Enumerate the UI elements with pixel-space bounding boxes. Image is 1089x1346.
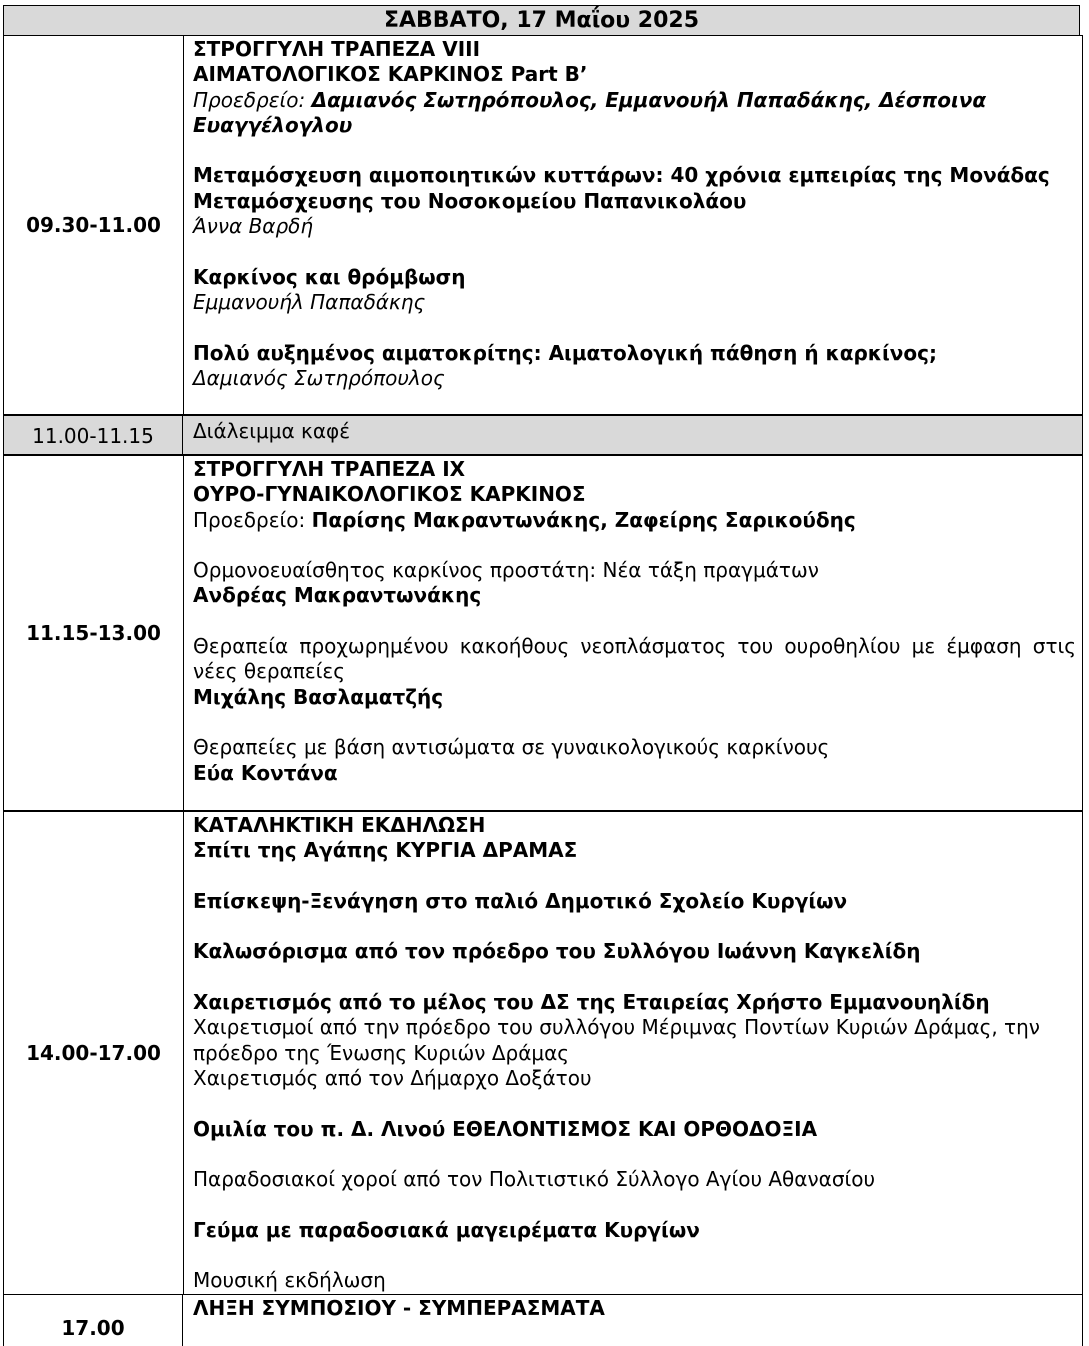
session-time: 11.00-11.15 — [4, 416, 183, 454]
closing-row — [3, 1294, 1083, 1346]
session-title: ΚΑΤΑΛΗΚΤΙΚΗ ΕΚΔΗΛΩΣΗ — [193, 813, 486, 837]
talk-title: Θεραπείες με βάση αντισώματα σε γυναικολογικούς καρκίνους — [193, 735, 830, 760]
event-item: Επίσκεψη-Ξενάγηση στο παλιό Δημοτικό Σχολείο Κυργίων — [193, 888, 848, 913]
event-item: Ομιλία του π. Δ. Λινού ΕΘΕΛΟΝΤΙΣΜΟΣ ΚΑΙ ΟΡΘΟΔΟΞΙΑ — [193, 1116, 818, 1141]
session-content — [193, 813, 1076, 1294]
day-header — [3, 5, 1080, 36]
talk-speaker: Ανδρέας Μακραντωνάκης — [193, 583, 482, 608]
closing-text: ΛΗΞΗ ΣΥΜΠΟΣΙΟΥ - ΣΥΜΠΕΡΑΣΜΑΤΑ — [193, 1296, 605, 1320]
session-time: 14.00-17.00 — [4, 812, 184, 1294]
event-item: Μουσική εκδήλωση — [193, 1268, 386, 1293]
session-row — [3, 811, 1083, 1295]
session-time: 17.00 — [4, 1295, 183, 1346]
event-item: Γεύμα με παραδοσιακά μαγειρέματα Κυργίων — [193, 1217, 700, 1242]
day-title: ΣΑΒΒΑΤΟ, 17 Μαΐου 2025 — [383, 8, 700, 33]
chairs-names: Παρίσης Μακραντωνάκης, Ζαφείρης Σαρικούδης — [311, 507, 856, 532]
event-item: Χαιρετισμοί από την πρόεδρο του συλλόγου Μέριμνας Ποντίων Κυριών Δράμας, την πρόεδρο της Ένωσης Κυριών Δράμας — [193, 1015, 1040, 1065]
chairs-line — [193, 508, 1076, 533]
session-title: ΣΤΡΟΓΓΥΛΗ ΤΡΑΠΕΖΑ VIII — [193, 37, 481, 61]
session-content — [193, 37, 1076, 391]
session-subtitle: Σπίτι της Αγάπης ΚΥΡΓΙΑ ΔΡΑΜΑΣ — [193, 838, 578, 863]
session-subtitle: ΑΙΜΑΤΟΛΟΓΙΚΟΣ ΚΑΡΚΙΝΟΣ Part B’ — [193, 62, 588, 87]
session-time: 11.15-13.00 — [4, 456, 184, 810]
talk-title: Ορμονοευαίσθητος καρκίνος προστάτη: Νέα τάξη πραγμάτων — [193, 558, 819, 583]
session-subtitle: ΟΥΡΟ-ΓΥΝΑΙΚΟΛΟΓΙΚΟΣ ΚΑΡΚΙΝΟΣ — [193, 482, 586, 507]
talk-title: Καρκίνος και θρόμβωση — [193, 264, 466, 289]
talk-speaker: Εύα Κοντάνα — [193, 760, 338, 785]
talk-title: Μεταμόσχευσης του Νοσοκομείου Παπανικολάου — [193, 188, 747, 213]
chairs-names: Δαμιανός Σωτηρόπουλος, Εμμανουήλ Παπαδάκης, Δέσποινα Ευαγγέλογλου — [193, 87, 987, 137]
session-time: 09.30-11.00 — [4, 36, 184, 414]
talk-speaker: Μιχάλης Βασλαματζής — [193, 684, 444, 709]
event-item: Παραδοσιακοί χοροί από τον Πολιτιστικό Σύλλογο Αγίου Αθανασίου — [193, 1167, 876, 1192]
talk-title: Μεταμόσχευση αιμοποιητικών κυττάρων: 40 χρόνια εμπειρίας της Μονάδας — [193, 163, 1050, 188]
session-content — [193, 457, 1076, 786]
chairs-line — [193, 88, 1076, 139]
talk-title: Θεραπεία προχωρημένου κακοήθους νεοπλάσματος του ουροθηλίου με έμφαση στις νέες θεραπείες — [193, 634, 1076, 684]
event-item: Χαιρετισμός από τον Δήμαρχο Δοξάτου — [193, 1065, 592, 1090]
event-item: Καλωσόρισμα από τον πρόεδρο του Συλλόγου Ιωάννη Καγκελίδη — [193, 939, 921, 964]
break-text: Διάλειμμα καφέ — [193, 419, 351, 443]
break-row — [3, 415, 1083, 455]
talk-speaker: Εμμανουήλ Παπαδάκης — [193, 289, 426, 314]
talk-speaker: Άννα Βαρδή — [193, 214, 314, 239]
session-row — [3, 35, 1083, 415]
session-row — [3, 455, 1083, 811]
chairs-label: Προεδρείο: — [193, 507, 312, 532]
session-title: ΣΤΡΟΓΓΥΛΗ ΤΡΑΠΕΖΑ IX — [193, 457, 466, 481]
chairs-label: Προεδρείο: — [193, 87, 312, 112]
talk-title: Πολύ αυξημένος αιματοκρίτης: Αιματολογική πάθηση ή καρκίνος; — [193, 340, 938, 365]
event-item: Χαιρετισμός από το μέλος του ΔΣ της Εταιρείας Χρήστο Εμμανουηλίδη — [193, 990, 990, 1015]
talk-speaker: Δαμιανός Σωτηρόπουλος — [193, 365, 445, 390]
